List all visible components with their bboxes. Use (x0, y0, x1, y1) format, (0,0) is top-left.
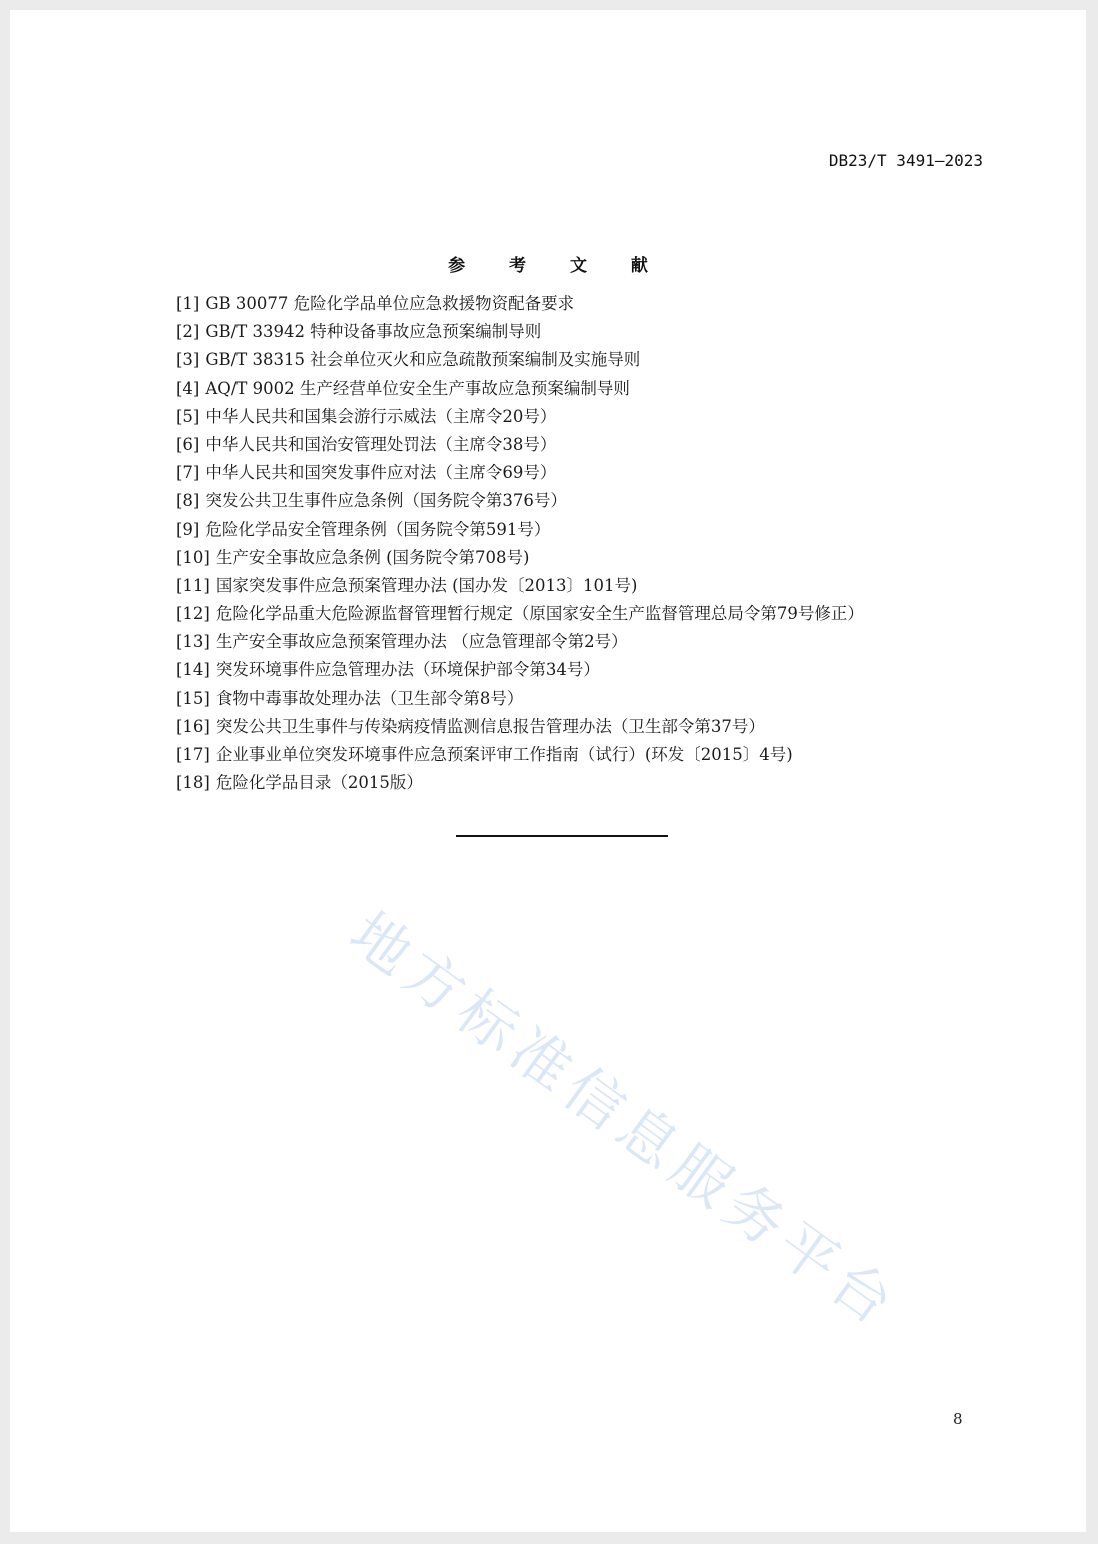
reference-text: 生产安全事故应急条例 (国务院令第708号) (215, 547, 530, 567)
page-number: 8 (953, 1410, 963, 1428)
reference-text: 国家突发事件应急预案管理办法 (国办发〔2013〕101号) (215, 575, 638, 595)
end-rule-divider (456, 835, 668, 837)
reference-number: [15] (176, 688, 210, 708)
document-page (10, 10, 1086, 1532)
reference-item (176, 547, 864, 575)
reference-text: 危险化学品安全管理条例（国务院令第591号） (205, 519, 551, 539)
reference-number: [17] (176, 745, 210, 764)
reference-number: [18] (176, 773, 210, 793)
reference-number: [5] (176, 406, 200, 426)
reference-text: 企业事业单位突发环境事件应急预案评审工作指南（试行）(环发〔2015〕4号) (215, 745, 793, 764)
reference-item (176, 631, 864, 659)
reference-item (176, 659, 864, 687)
reference-item (176, 321, 864, 349)
reference-item (176, 490, 864, 518)
reference-text: 生产安全事故应急预案管理办法 （应急管理部令第2号） (215, 632, 628, 652)
reference-item (176, 462, 864, 490)
reference-number: [8] (176, 491, 200, 511)
reference-text: 突发公共卫生事件应急条例（国务院令第376号） (205, 491, 567, 511)
reference-item (176, 378, 864, 406)
reference-number: [1] (176, 294, 200, 313)
reference-number: [2] (176, 322, 200, 342)
reference-list (176, 293, 864, 800)
reference-number: [4] (176, 378, 200, 398)
reference-number: [11] (176, 575, 210, 595)
section-title: 参 考 文 献 (448, 256, 667, 276)
reference-text: 食物中毒事故处理办法（卫生部令第8号） (215, 688, 524, 708)
reference-number: [10] (176, 547, 210, 567)
reference-text: GB/T 33942 特种设备事故应急预案编制导则 (205, 322, 542, 342)
reference-text: AQ/T 9002 生产经营单位安全生产事故应急预案编制导则 (205, 378, 630, 398)
reference-number: [14] (176, 660, 210, 680)
reference-number: [12] (176, 604, 210, 624)
reference-text: 中华人民共和国集会游行示威法（主席令20号） (205, 406, 557, 426)
reference-item (176, 744, 864, 772)
reference-number: [9] (176, 519, 200, 539)
reference-item (176, 519, 864, 547)
reference-item (176, 772, 864, 800)
reference-number: [6] (176, 434, 200, 454)
reference-text: GB/T 38315 社会单位灭火和应急疏散预案编制及实施导则 (205, 350, 641, 370)
document-code: DB23/T 3491—2023 (828, 151, 983, 170)
reference-text: 突发环境事件应急管理办法（环境保护部令第34号） (215, 660, 600, 680)
reference-number: [13] (176, 632, 210, 652)
reference-number: [3] (176, 350, 200, 370)
reference-item (176, 575, 864, 603)
reference-text: 中华人民共和国突发事件应对法（主席令69号） (205, 463, 557, 483)
watermark-text: 地方标准信息服务平台 (337, 898, 912, 1342)
reference-text: 危险化学品目录（2015版） (215, 773, 423, 793)
reference-item (176, 688, 864, 716)
reference-text: 中华人民共和国治安管理处罚法（主席令38号） (205, 434, 557, 454)
reference-item (176, 406, 864, 434)
reference-item (176, 716, 864, 744)
reference-number: [16] (176, 716, 210, 736)
reference-text: 危险化学品重大危险源监督管理暂行规定（原国家安全生产监督管理总局令第79号修正） (215, 604, 864, 624)
reference-item (176, 434, 864, 462)
reference-text: GB 30077 危险化学品单位应急救援物资配备要求 (205, 294, 575, 313)
reference-number: [7] (176, 463, 200, 483)
reference-text: 突发公共卫生事件与传染病疫情监测信息报告管理办法（卫生部令第37号） (215, 716, 765, 736)
reference-item (176, 293, 864, 321)
reference-item (176, 349, 864, 377)
reference-item (176, 603, 864, 631)
